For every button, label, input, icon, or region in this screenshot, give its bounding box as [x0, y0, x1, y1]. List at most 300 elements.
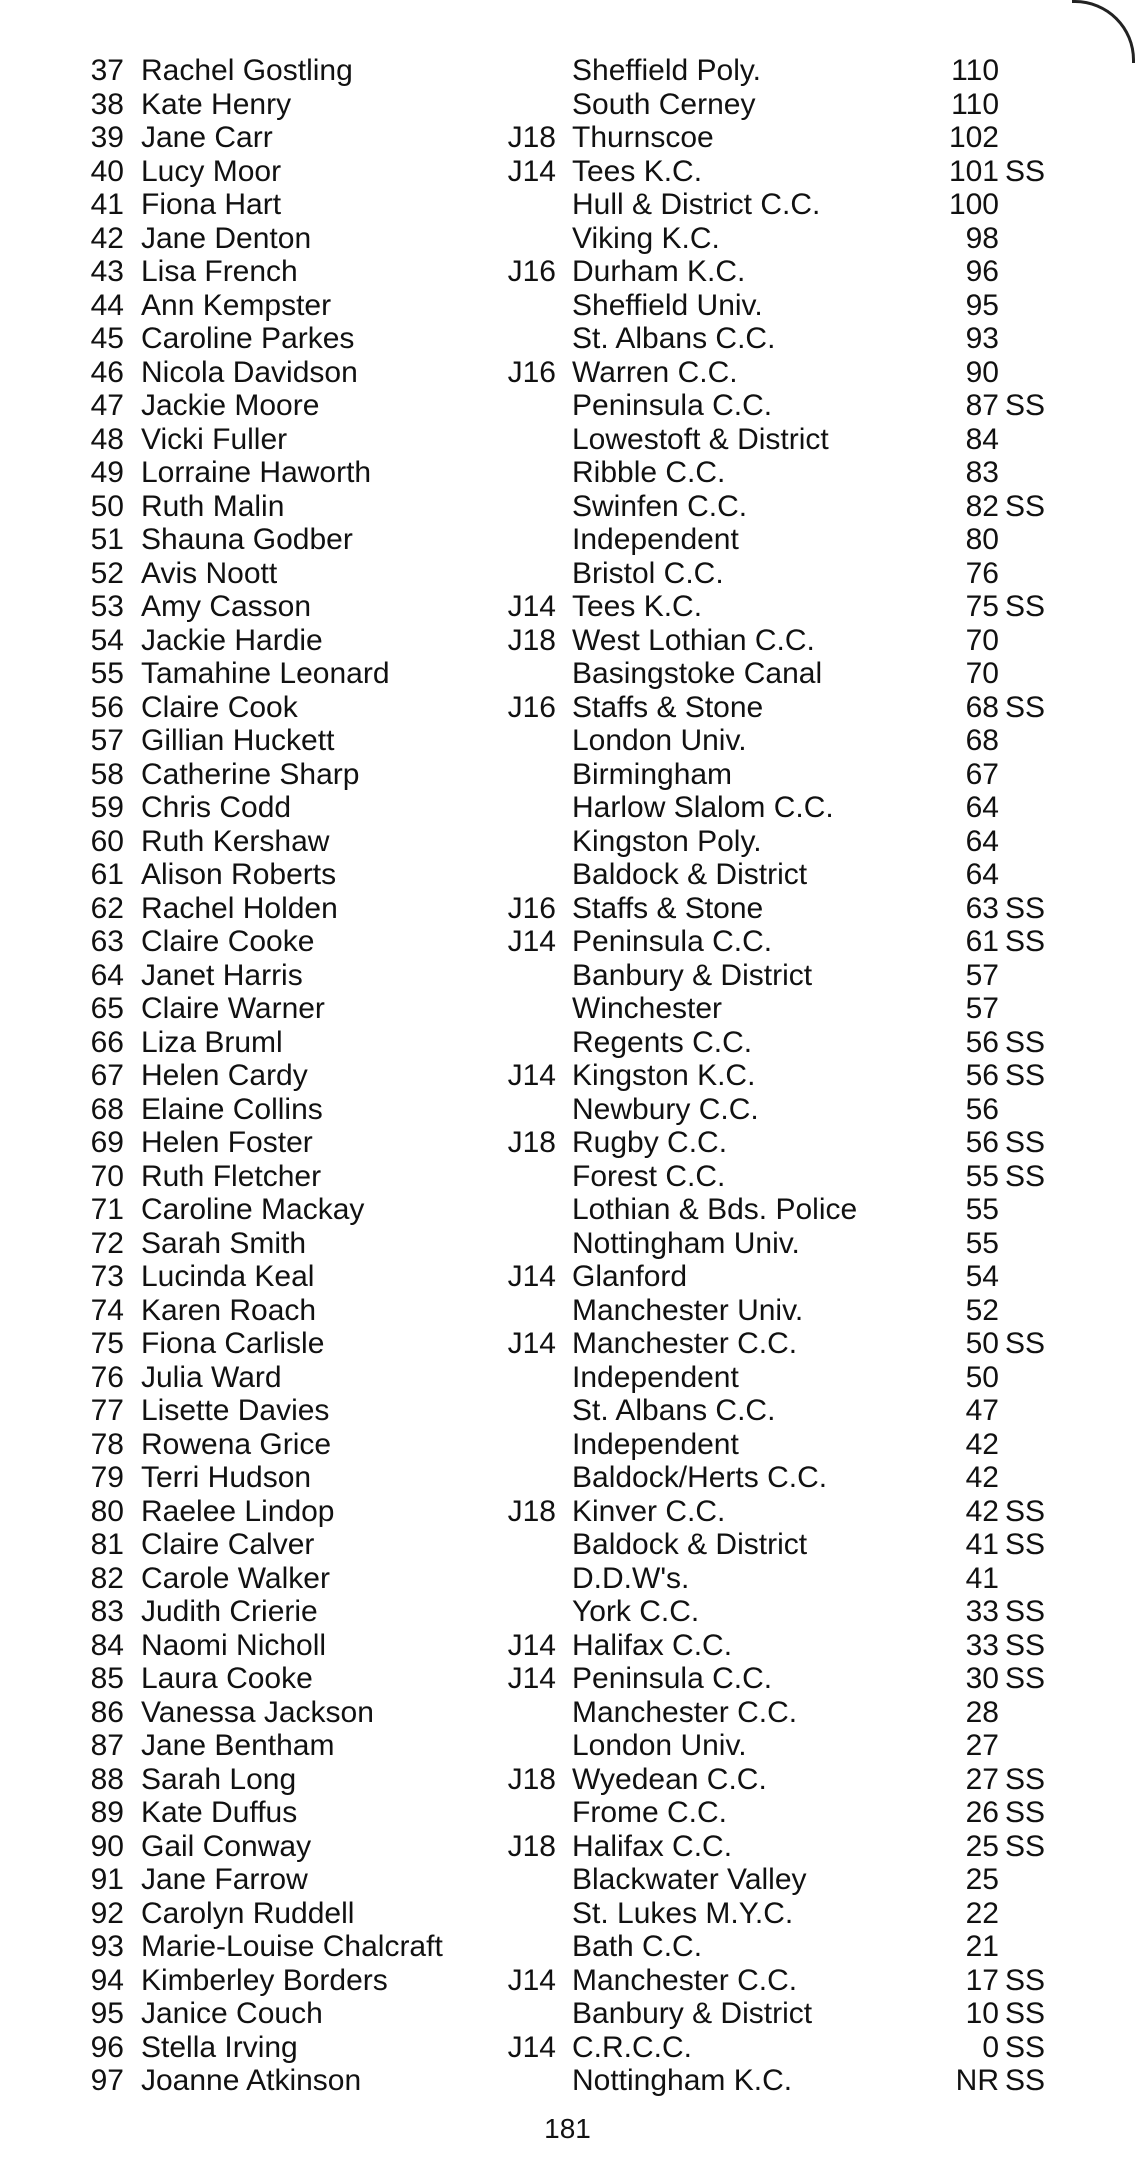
- result-row: [0, 1160, 1135, 1194]
- position-number: 80: [90, 1494, 124, 1528]
- position-number: 67: [90, 1059, 124, 1092]
- position-number: 89: [90, 1796, 124, 1829]
- club-name: Nottingham Univ.: [572, 1226, 800, 1260]
- competitor-name: Naomi Nicholl: [141, 1628, 327, 1662]
- result-row: [0, 1193, 1135, 1227]
- result-row: [0, 1562, 1135, 1596]
- result-row: [0, 456, 1135, 490]
- result-row: [0, 54, 1135, 88]
- score-value: 57: [965, 992, 999, 1025]
- age-class: J16: [507, 255, 556, 288]
- club-name: Rugby C.C.: [572, 1126, 728, 1159]
- score-value: 42: [965, 1427, 999, 1461]
- result-row: [0, 624, 1135, 658]
- score-value: 56: [965, 1025, 999, 1059]
- result-row: [0, 1662, 1135, 1696]
- position-number: 63: [90, 925, 124, 958]
- club-name: South Cerney: [572, 87, 756, 121]
- competitor-name: Jane Farrow: [141, 1863, 308, 1896]
- club-name: Warren C.C.: [572, 355, 738, 389]
- position-number: 50: [90, 489, 124, 523]
- position-number: 49: [90, 456, 124, 489]
- competitor-name: Terri Hudson: [141, 1461, 312, 1494]
- result-row: [0, 1997, 1135, 2031]
- result-row: [0, 1964, 1135, 1998]
- club-name: Sheffield Poly.: [572, 54, 762, 87]
- age-class: J14: [507, 1963, 556, 1997]
- score-value: 84: [965, 422, 999, 456]
- score-value: 110: [951, 87, 999, 121]
- score-value: 64: [965, 858, 999, 891]
- position-number: 37: [90, 54, 124, 87]
- club-name: Peninsula C.C.: [572, 1662, 773, 1695]
- result-row: [0, 791, 1135, 825]
- position-number: 61: [90, 858, 124, 891]
- result-row: [0, 1361, 1135, 1395]
- result-row: [0, 724, 1135, 758]
- competitor-name: Jane Bentham: [141, 1729, 335, 1762]
- competitor-name: Ruth Malin: [141, 489, 285, 523]
- position-number: 72: [90, 1226, 124, 1260]
- competitor-name: Lisa French: [141, 255, 298, 288]
- score-value: 96: [965, 255, 999, 288]
- position-number: 88: [90, 1762, 124, 1796]
- competitor-name: Joanne Atkinson: [141, 2064, 362, 2097]
- score-value: 93: [965, 322, 999, 355]
- competitor-name: Claire Calver: [141, 1528, 315, 1561]
- position-number: 82: [90, 1561, 124, 1595]
- club-name: Banbury & District: [572, 1997, 813, 2030]
- club-name: Lowestoft & District: [572, 422, 829, 456]
- result-row: [0, 825, 1135, 859]
- result-row: [0, 1796, 1135, 1830]
- score-value: 33: [965, 1628, 999, 1662]
- competitor-name: Sarah Smith: [141, 1226, 307, 1260]
- club-name: Baldock & District: [572, 858, 808, 891]
- competitor-name: Janice Couch: [141, 1997, 323, 2030]
- competitor-name: Caroline Parkes: [141, 322, 355, 355]
- competitor-name: Helen Cardy: [141, 1059, 308, 1092]
- score-value: NR: [955, 2064, 999, 2097]
- competitor-name: Rowena Grice: [141, 1427, 332, 1461]
- club-name: Durham K.C.: [572, 255, 746, 288]
- score-value: 28: [965, 1695, 999, 1729]
- competitor-name: Rachel Gostling: [141, 54, 353, 87]
- club-name: Tees K.C.: [572, 154, 703, 188]
- position-number: 76: [90, 1360, 124, 1394]
- status-flag: SS: [1005, 1628, 1046, 1662]
- club-name: Peninsula C.C.: [572, 925, 773, 958]
- result-row: [0, 1294, 1135, 1328]
- result-row: [0, 1629, 1135, 1663]
- position-number: 59: [90, 791, 124, 824]
- score-value: 61: [965, 925, 999, 958]
- status-flag: SS: [1005, 1662, 1046, 1695]
- position-number: 47: [90, 389, 124, 422]
- position-number: 58: [90, 757, 124, 791]
- result-row: [0, 892, 1135, 926]
- score-value: 50: [965, 1360, 999, 1394]
- competitor-name: Rachel Holden: [141, 891, 338, 925]
- score-value: 70: [965, 657, 999, 690]
- score-value: 57: [965, 958, 999, 992]
- status-flag: SS: [1005, 1126, 1046, 1159]
- club-name: Peninsula C.C.: [572, 389, 773, 422]
- score-value: 25: [965, 1863, 999, 1896]
- score-value: 63: [965, 891, 999, 925]
- result-row: [0, 1260, 1135, 1294]
- status-flag: SS: [1005, 2030, 1046, 2064]
- result-row: [0, 1026, 1135, 1060]
- result-row: [0, 423, 1135, 457]
- club-name: Thurnscoe: [572, 121, 714, 154]
- competitor-name: Gillian Huckett: [141, 724, 335, 757]
- position-number: 94: [90, 1963, 124, 1997]
- club-name: C.R.C.C.: [572, 2030, 692, 2064]
- club-name: Independent: [572, 1427, 739, 1461]
- score-value: 17: [965, 1963, 999, 1997]
- position-number: 83: [90, 1595, 124, 1628]
- age-class: J14: [507, 1260, 556, 1293]
- result-row: [0, 2064, 1135, 2098]
- score-value: 70: [965, 623, 999, 657]
- competitor-name: Amy Casson: [141, 590, 312, 623]
- competitor-name: Caroline Mackay: [141, 1193, 365, 1226]
- score-value: 101: [948, 154, 999, 188]
- club-name: Baldock & District: [572, 1528, 808, 1561]
- club-name: Baldock/Herts C.C.: [572, 1461, 828, 1494]
- score-value: 26: [965, 1796, 999, 1829]
- competitor-name: Claire Cooke: [141, 925, 315, 958]
- score-value: 87: [965, 389, 999, 422]
- status-flag: SS: [1005, 1829, 1046, 1863]
- score-value: 55: [965, 1159, 999, 1193]
- competitor-name: Alison Roberts: [141, 858, 337, 891]
- age-class: J14: [507, 154, 556, 188]
- position-number: 97: [90, 2064, 124, 2097]
- position-number: 91: [90, 1863, 124, 1896]
- score-value: 33: [965, 1595, 999, 1628]
- age-class: J16: [507, 891, 556, 925]
- competitor-name: Raelee Lindop: [141, 1494, 335, 1528]
- position-number: 68: [90, 1092, 124, 1126]
- club-name: York C.C.: [572, 1595, 700, 1628]
- age-class: J14: [507, 1662, 556, 1695]
- club-name: Blackwater Valley: [572, 1863, 807, 1896]
- result-row: [0, 1327, 1135, 1361]
- competitor-name: Fiona Carlisle: [141, 1327, 325, 1360]
- status-flag: SS: [1005, 389, 1046, 422]
- club-name: Glanford: [572, 1260, 688, 1293]
- position-number: 54: [90, 623, 124, 657]
- club-name: Manchester C.C.: [572, 1695, 798, 1729]
- club-name: Manchester C.C.: [572, 1327, 798, 1360]
- position-number: 41: [90, 188, 124, 221]
- score-value: 68: [965, 724, 999, 757]
- score-value: 54: [965, 1260, 999, 1293]
- club-name: West Lothian C.C.: [572, 623, 815, 657]
- competitor-name: Carole Walker: [141, 1561, 330, 1595]
- score-value: 10: [965, 1997, 999, 2030]
- page-number: 181: [544, 2113, 591, 2144]
- competitor-name: Lisette Davies: [141, 1394, 330, 1427]
- status-flag: SS: [1005, 1796, 1046, 1829]
- club-name: London Univ.: [572, 1729, 747, 1762]
- result-row: [0, 691, 1135, 725]
- competitor-name: Kate Henry: [141, 87, 292, 121]
- position-number: 92: [90, 1896, 124, 1930]
- age-class: J18: [507, 623, 556, 657]
- club-name: Bath C.C.: [572, 1930, 703, 1963]
- competitor-name: Jackie Hardie: [141, 623, 323, 657]
- club-name: Birmingham: [572, 757, 733, 791]
- position-number: 66: [90, 1025, 124, 1059]
- competitor-name: Claire Warner: [141, 992, 325, 1025]
- club-name: Lothian & Bds. Police: [572, 1193, 858, 1226]
- competitor-name: Stella Irving: [141, 2030, 298, 2064]
- score-value: 75: [965, 590, 999, 623]
- score-value: 55: [965, 1193, 999, 1226]
- position-number: 40: [90, 154, 124, 188]
- competitor-name: Janet Harris: [141, 958, 303, 992]
- club-name: St. Albans C.C.: [572, 322, 776, 355]
- club-name: Regents C.C.: [572, 1025, 753, 1059]
- position-number: 85: [90, 1662, 124, 1695]
- competitor-name: Helen Foster: [141, 1126, 313, 1159]
- result-row: [0, 557, 1135, 591]
- status-flag: SS: [1005, 1159, 1046, 1193]
- status-flag: SS: [1005, 1059, 1046, 1092]
- club-name: Staffs & Stone: [572, 891, 764, 925]
- status-flag: SS: [1005, 154, 1046, 188]
- result-row: [0, 1528, 1135, 1562]
- result-row: [0, 1595, 1135, 1629]
- score-value: 27: [965, 1729, 999, 1762]
- age-class: J14: [507, 1059, 556, 1092]
- competitor-name: Karen Roach: [141, 1293, 317, 1327]
- score-value: 25: [965, 1829, 999, 1863]
- score-value: 90: [965, 355, 999, 389]
- position-number: 78: [90, 1427, 124, 1461]
- age-class: J14: [507, 925, 556, 958]
- competitor-name: Judith Crierie: [141, 1595, 318, 1628]
- competitor-name: Kate Duffus: [141, 1796, 298, 1829]
- position-number: 71: [90, 1193, 124, 1226]
- competitor-name: Elaine Collins: [141, 1092, 323, 1126]
- result-row: [0, 858, 1135, 892]
- result-row: [0, 490, 1135, 524]
- age-class: J18: [507, 1494, 556, 1528]
- status-flag: SS: [1005, 690, 1046, 724]
- result-row: [0, 1763, 1135, 1797]
- club-name: Sheffield Univ.: [572, 288, 763, 322]
- position-number: 65: [90, 992, 124, 1025]
- score-value: 56: [965, 1126, 999, 1159]
- competitor-name: Lucinda Keal: [141, 1260, 315, 1293]
- competitor-name: Julia Ward: [141, 1360, 282, 1394]
- position-number: 44: [90, 288, 124, 322]
- result-row: [0, 657, 1135, 691]
- score-value: 42: [965, 1494, 999, 1528]
- competitor-name: Shauna Godber: [141, 523, 353, 556]
- score-value: 0: [982, 2030, 999, 2064]
- competitor-name: Lucy Moor: [141, 154, 282, 188]
- score-value: 80: [965, 523, 999, 556]
- result-row: [0, 1830, 1135, 1864]
- result-row: [0, 992, 1135, 1026]
- position-number: 81: [90, 1528, 124, 1561]
- competitor-name: Nicola Davidson: [141, 355, 358, 389]
- club-name: Halifax C.C.: [572, 1829, 733, 1863]
- club-name: Independent: [572, 1360, 739, 1394]
- result-row: [0, 1461, 1135, 1495]
- result-row: [0, 88, 1135, 122]
- position-number: 64: [90, 958, 124, 992]
- position-number: 73: [90, 1260, 124, 1293]
- club-name: Ribble C.C.: [572, 456, 726, 489]
- result-row: [0, 1394, 1135, 1428]
- club-name: Forest C.C.: [572, 1159, 726, 1193]
- score-value: 82: [965, 489, 999, 523]
- club-name: Hull & District C.C.: [572, 188, 821, 221]
- club-name: Newbury C.C.: [572, 1092, 759, 1126]
- position-number: 86: [90, 1695, 124, 1729]
- position-number: 69: [90, 1126, 124, 1159]
- club-name: Viking K.C.: [572, 221, 720, 255]
- result-row: [0, 356, 1135, 390]
- position-number: 87: [90, 1729, 124, 1762]
- age-class: J14: [507, 1628, 556, 1662]
- position-number: 77: [90, 1394, 124, 1427]
- club-name: Manchester C.C.: [572, 1963, 798, 1997]
- club-name: Swinfen C.C.: [572, 489, 748, 523]
- position-number: 84: [90, 1628, 124, 1662]
- competitor-name: Ruth Fletcher: [141, 1159, 322, 1193]
- club-name: Frome C.C.: [572, 1796, 728, 1829]
- score-value: 55: [965, 1226, 999, 1260]
- result-row: [0, 758, 1135, 792]
- age-class: J18: [507, 1762, 556, 1796]
- age-class: J18: [507, 1126, 556, 1159]
- club-name: Independent: [572, 523, 739, 556]
- status-flag: SS: [1005, 1025, 1046, 1059]
- score-value: 95: [965, 288, 999, 322]
- position-number: 42: [90, 221, 124, 255]
- result-row: [0, 2031, 1135, 2065]
- competitor-name: Tamahine Leonard: [141, 657, 390, 690]
- age-class: J16: [507, 355, 556, 389]
- result-row: [0, 1227, 1135, 1261]
- club-name: Harlow Slalom C.C.: [572, 791, 834, 824]
- age-class: J18: [507, 1829, 556, 1863]
- score-value: 56: [965, 1092, 999, 1126]
- competitor-name: Chris Codd: [141, 791, 292, 824]
- club-name: Manchester Univ.: [572, 1293, 804, 1327]
- result-row: [0, 1729, 1135, 1763]
- score-value: 76: [965, 556, 999, 590]
- status-flag: SS: [1005, 1327, 1046, 1360]
- result-row: [0, 1126, 1135, 1160]
- score-value: 110: [951, 54, 999, 87]
- result-row: [0, 959, 1135, 993]
- competitor-name: Carolyn Ruddell: [141, 1896, 355, 1930]
- competitor-name: Laura Cooke: [141, 1662, 313, 1695]
- status-flag: SS: [1005, 1997, 1046, 2030]
- competitor-name: Marie-Louise Chalcraft: [141, 1930, 443, 1963]
- score-value: 102: [948, 121, 999, 154]
- result-row: [0, 1696, 1135, 1730]
- score-value: 22: [965, 1896, 999, 1930]
- result-row: [0, 389, 1135, 423]
- position-number: 96: [90, 2030, 124, 2064]
- competitor-name: Avis Noott: [141, 556, 278, 590]
- result-row: [0, 590, 1135, 624]
- competitor-name: Fiona Hart: [141, 188, 282, 221]
- competitor-name: Catherine Sharp: [141, 757, 360, 791]
- club-name: Kinver C.C.: [572, 1494, 726, 1528]
- position-number: 57: [90, 724, 124, 757]
- position-number: 90: [90, 1829, 124, 1863]
- result-row: [0, 222, 1135, 256]
- status-flag: SS: [1005, 891, 1046, 925]
- result-row: [0, 155, 1135, 189]
- result-row: [0, 322, 1135, 356]
- result-row: [0, 289, 1135, 323]
- status-flag: SS: [1005, 1963, 1046, 1997]
- position-number: 46: [90, 355, 124, 389]
- position-number: 60: [90, 824, 124, 858]
- position-number: 62: [90, 891, 124, 925]
- score-value: 100: [948, 188, 999, 221]
- club-name: Bristol C.C.: [572, 556, 724, 590]
- status-flag: SS: [1005, 489, 1046, 523]
- competitor-name: Jane Denton: [141, 221, 312, 255]
- club-name: D.D.W's.: [572, 1561, 690, 1595]
- position-number: 70: [90, 1159, 124, 1193]
- competitor-name: Ann Kempster: [141, 288, 332, 322]
- score-value: 42: [965, 1461, 999, 1494]
- position-number: 45: [90, 322, 124, 355]
- result-row: [0, 523, 1135, 557]
- result-row: [0, 255, 1135, 289]
- club-name: Basingstoke Canal: [572, 657, 823, 690]
- status-flag: SS: [1005, 1494, 1046, 1528]
- score-value: 68: [965, 690, 999, 724]
- status-flag: SS: [1005, 1528, 1046, 1561]
- competitor-name: Vicki Fuller: [141, 422, 288, 456]
- position-number: 38: [90, 87, 124, 121]
- score-value: 27: [965, 1762, 999, 1796]
- score-value: 50: [965, 1327, 999, 1360]
- status-flag: SS: [1005, 925, 1046, 958]
- competitor-name: Lorraine Haworth: [141, 456, 372, 489]
- status-flag: SS: [1005, 2064, 1046, 2097]
- club-name: London Univ.: [572, 724, 747, 757]
- position-number: 48: [90, 422, 124, 456]
- club-name: Staffs & Stone: [572, 690, 764, 724]
- status-flag: SS: [1005, 590, 1046, 623]
- position-number: 55: [90, 657, 124, 690]
- age-class: J14: [507, 1327, 556, 1360]
- competitor-name: Claire Cook: [141, 690, 298, 724]
- club-name: Nottingham K.C.: [572, 2064, 793, 2097]
- age-class: J18: [507, 121, 556, 154]
- score-value: 83: [965, 456, 999, 489]
- position-number: 74: [90, 1293, 124, 1327]
- competitor-name: Jackie Moore: [141, 389, 320, 422]
- result-row: [0, 1897, 1135, 1931]
- position-number: 95: [90, 1997, 124, 2030]
